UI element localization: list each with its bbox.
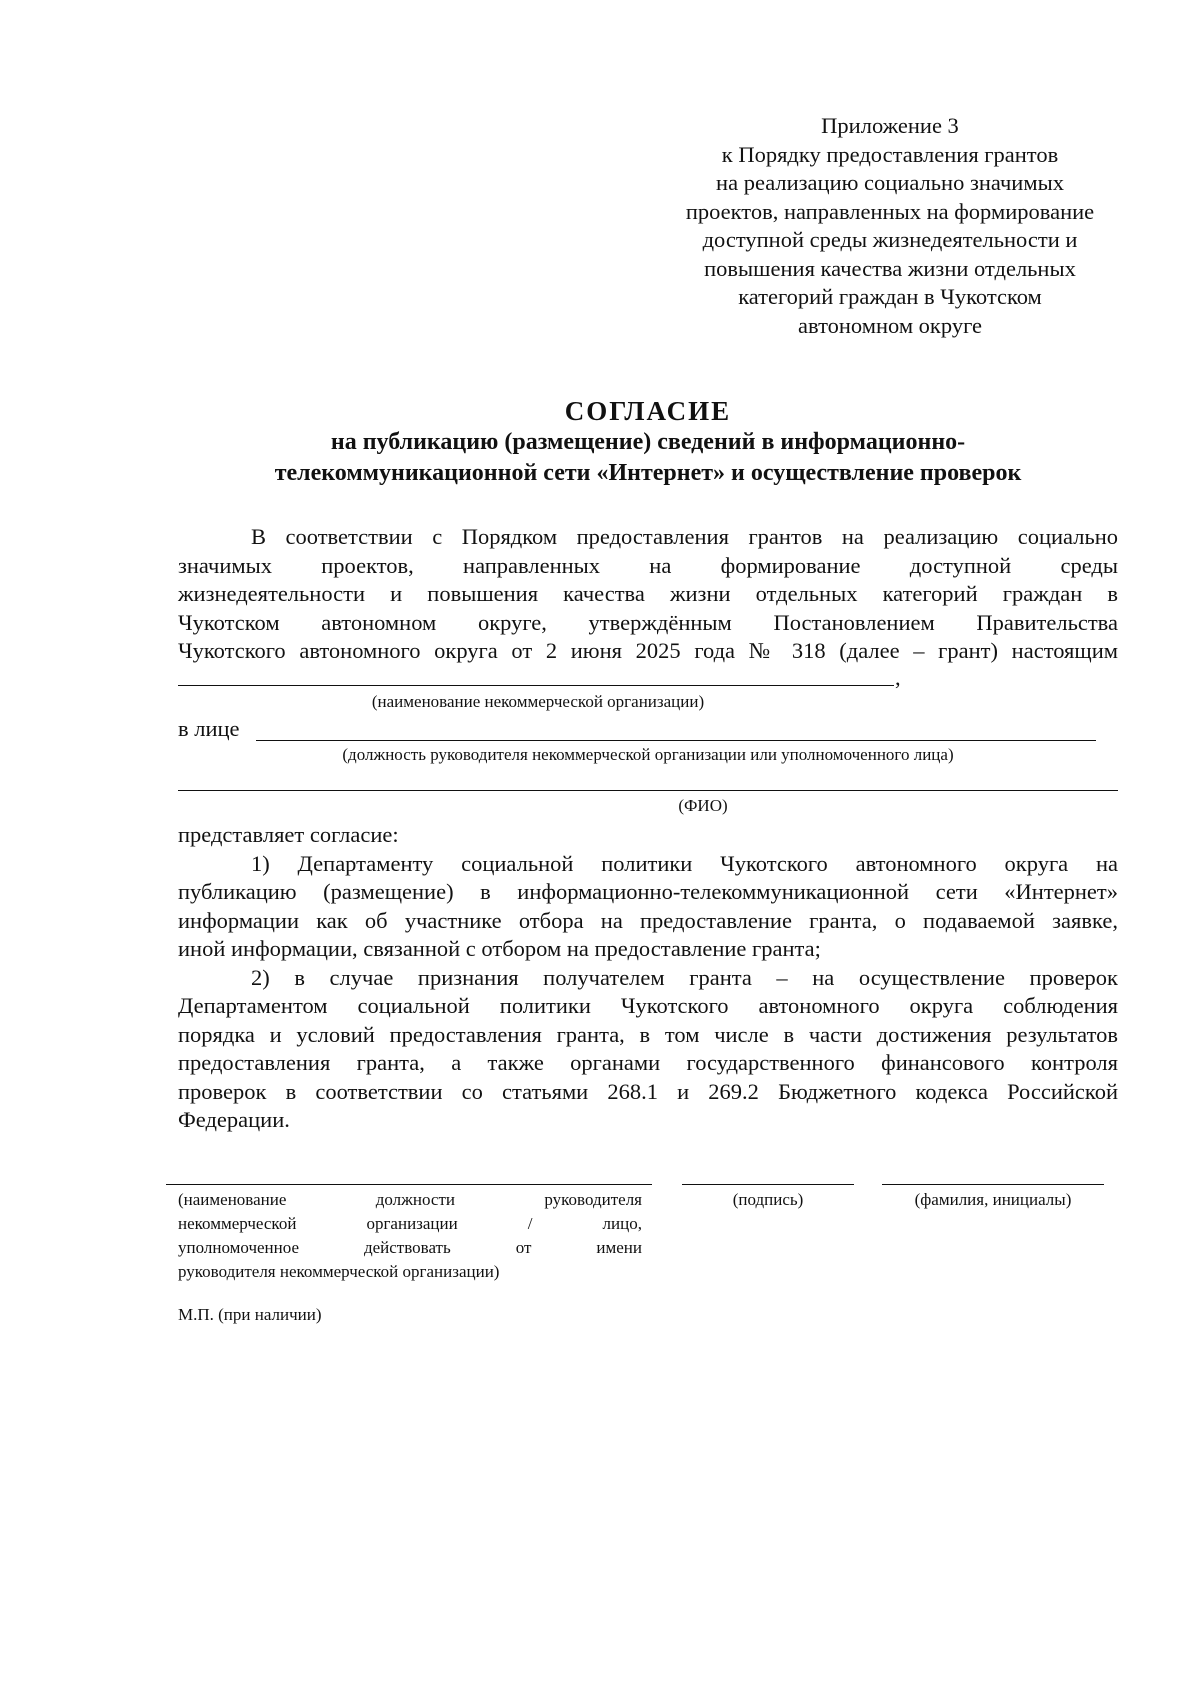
consent-item2-line: предоставления гранта, а также органами государственного финансового контроля xyxy=(178,1050,1118,1075)
appendix-line: категорий граждан в Чукотском xyxy=(738,284,1042,309)
fio-caption: (ФИО) xyxy=(678,796,728,815)
document-subtitle-line: на публикацию (размещение) сведений в информационно- xyxy=(330,429,966,455)
org-name-field-line xyxy=(178,685,894,686)
document-subtitle-line: телекоммуникационной сети «Интернет» и осуществление проверок xyxy=(274,460,1022,486)
signature-caption: (подпись) xyxy=(732,1190,804,1209)
document-heading xyxy=(178,395,1118,489)
consent-intro: представляет согласие: xyxy=(178,822,399,847)
consent-item2-line: Департаментом социальной политики Чукотского автономного округа соблюдения xyxy=(178,993,1118,1018)
stamp-placeholder: М.П. (при наличии) xyxy=(178,1305,322,1324)
intro-line: жизнедеятельности и повышения качества жизни отдельных категорий граждан в xyxy=(178,581,1118,606)
appendix-line: Приложение 3 xyxy=(821,113,959,138)
position-caption: (должность руководителя некоммерческой организации или уполномоченного лица) xyxy=(342,745,954,764)
intro-line: В соответствии с Порядком предоставления грантов на реализацию социально xyxy=(251,524,1118,549)
org-name-comma: , xyxy=(895,665,901,690)
signature-position-caption-line: руководителя некоммерческой организации) xyxy=(178,1262,500,1281)
intro-line: значимых проектов, направленных на формирование доступной среды xyxy=(178,552,1118,578)
consent-item1-line: 1) Департаменту социальной политики Чукотского автономного округа на xyxy=(251,850,1118,876)
signature-position-caption-line: (наименование должности руководителя xyxy=(178,1190,642,1209)
consent-item1-line: иной информации, связанной с отбором на предоставление гранта; xyxy=(178,936,821,961)
signature-line xyxy=(682,1184,854,1185)
signature-position-caption-line: уполномоченное действовать от имени xyxy=(178,1238,642,1257)
consent-item2-line: проверок в соответствии со статьями 268.1 и 269.2 Бюджетного кодекса Российской xyxy=(178,1078,1118,1104)
appendix-header xyxy=(660,112,1120,340)
signature-position-caption xyxy=(178,1188,642,1284)
consent-section xyxy=(178,821,1118,1135)
intro-line: Чукотского автономного округа от 2 июня 2025 года № 318 (далее – грант) настоящим xyxy=(178,638,1118,663)
org-name-caption: (наименование некоммерческой организации) xyxy=(371,692,705,711)
document-title: СОГЛАСИЕ xyxy=(564,396,732,426)
intro-line: Чукотском автономном округе, утверждённым Постановлением Правительства xyxy=(178,609,1118,635)
in-person-label: в лице xyxy=(178,716,240,741)
consent-item1-line: информации как об участнике отбора на предоставление гранта, о подаваемой заявке, xyxy=(178,907,1118,933)
intro-paragraph xyxy=(178,523,1118,666)
signature-position-line xyxy=(166,1184,652,1185)
position-field-line xyxy=(256,740,1096,741)
consent-item2-line: порядка и условий предоставления гранта, в том числе в части достижения результатов xyxy=(178,1021,1118,1047)
appendix-line: проектов, направленных на формирование xyxy=(685,198,1095,224)
name-initials-caption: (фамилия, инициалы) xyxy=(914,1190,1072,1209)
signature-position-caption-line: некоммерческой организации / лицо, xyxy=(178,1214,642,1233)
appendix-line: автономном округе xyxy=(798,312,982,338)
appendix-line: к Порядку предоставления грантов xyxy=(721,141,1059,167)
consent-item2-line: 2) в случае признания получателем гранта – на осуществление проверок xyxy=(251,964,1118,990)
appendix-line: доступной среды жизнедеятельности и xyxy=(702,227,1078,252)
appendix-line: повышения качества жизни отдельных xyxy=(704,255,1076,281)
consent-item2-line: Федерации. xyxy=(178,1107,290,1132)
consent-item1-line: публикацию (размещение) в информационно-телекоммуникационной сети «Интернет» xyxy=(178,879,1118,904)
name-initials-line xyxy=(882,1184,1104,1185)
appendix-line: на реализацию социально значимых xyxy=(716,170,1064,195)
fio-field-line xyxy=(178,790,1118,791)
